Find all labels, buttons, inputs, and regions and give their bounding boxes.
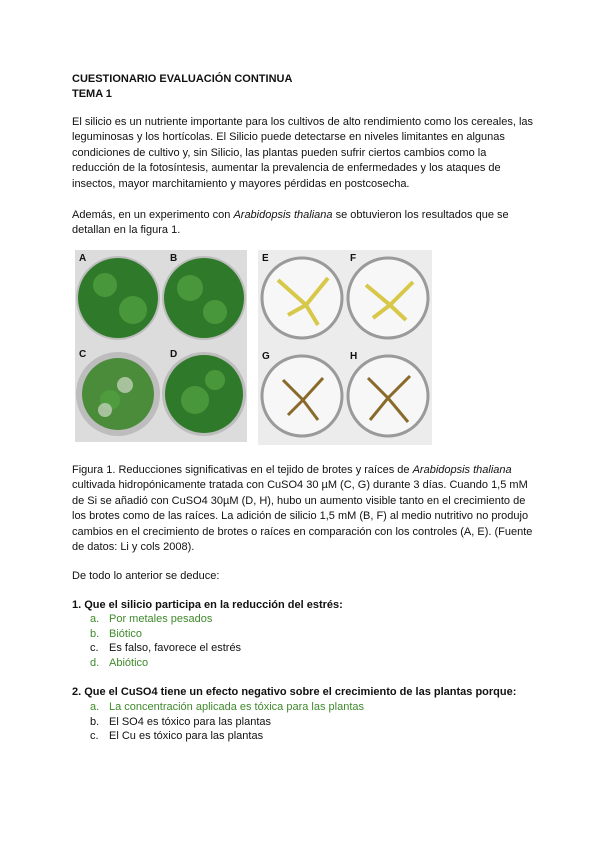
question-1-option-a: [90, 612, 212, 627]
question-2-title: 2. Que el CuSO4 tiene un efecto negativo sobre el crecimiento de las plantas porque:: [72, 686, 517, 698]
panel-label-h: H: [350, 351, 358, 362]
roots-photo: [258, 250, 432, 445]
option-letter: c.: [90, 642, 99, 654]
question-1-option-d: [90, 656, 148, 671]
option-text: El SO4 es tóxico para las plantas: [109, 716, 272, 728]
option-text: Por metales pesados: [109, 613, 213, 625]
option-text: El Cu es tóxico para las plantas: [109, 730, 264, 742]
deduce-text: De todo lo anterior se deduce:: [72, 570, 220, 582]
question-2-option-a: [90, 700, 364, 715]
option-text: Es falso, favorece el estrés: [109, 642, 242, 654]
option-text: Biótico: [109, 628, 143, 640]
question-1-option-b: [90, 627, 142, 642]
option-letter: b.: [90, 716, 100, 728]
option-text: La concentración aplicada es tóxica para las plantas: [109, 701, 364, 713]
shoots-photo: [75, 250, 247, 442]
intro-paragraph: El silicio es un nutriente importante para los cultivos de alto rendimiento como los cereales, las leguminosas y los hortícolas. El Silicio puede detectarse en niveles limitantes en algunas condiciones de cultivo y, sin Silicio, las plantas pueden sufrir ciertos cambios como la reducción de la fotosíntesis, aumentar la prevalencia de enfermedades y los ataques de insectos, mayor marchitamiento y mayores pérdidas en postcosecha.: [72, 116, 534, 190]
panel-label-b: B: [170, 253, 178, 264]
panel-label-e: E: [262, 253, 269, 264]
question-2-option-b: [90, 715, 271, 730]
panel-label-a: A: [79, 253, 87, 264]
panel-label-c: C: [79, 349, 87, 360]
option-letter: b.: [90, 628, 100, 640]
question-1-title: 1. Que el silicio participa en la reducción del estrés:: [72, 599, 343, 611]
question-1-option-c: [90, 641, 241, 656]
figure-image-shoots: [75, 250, 247, 442]
figure-image-roots: [258, 250, 432, 445]
caption-text: Figura 1. Reducciones significativas en el tejido de brotes y raíces de: [72, 464, 413, 476]
caption-text-end: cultivada hidropónicamente tratada con CuSO4 30 µM (C, G) durante 3 días. Cuando 1,5 mM de Si se añadió con CuSO4 30µM (D, H), hubo un aumento visible tanto en el crecimiento de los brotes como de las raíces. La adición de silicio 1,5 mM (B, F) al medio nutritivo no produjo cambios en el crecimiento de brotes o raíces en comparación con los controles (A, E). (Fuente de datos: Li y cols 2008).: [72, 479, 533, 554]
experiment-text: Además, en un experimento con: [72, 209, 234, 221]
species-name: Arabidopsis thaliana: [233, 209, 333, 221]
panel-label-d: D: [170, 349, 178, 360]
caption-species: Arabidopsis thaliana: [412, 464, 512, 476]
option-letter: d.: [90, 657, 100, 669]
figure-caption: [72, 463, 537, 555]
option-text: Abiótico: [109, 657, 149, 669]
experiment-text-end: se obtuvieron los resultados que se detallan en la figura 1.: [72, 209, 509, 237]
document-subtitle: TEMA 1: [72, 88, 112, 100]
option-letter: a.: [90, 613, 100, 625]
option-letter: a.: [90, 701, 100, 713]
panel-label-g: G: [262, 351, 270, 362]
question-2-option-c: [90, 729, 263, 744]
panel-label-f: F: [350, 253, 357, 264]
document-title: CUESTIONARIO EVALUACIÓN CONTINUA: [72, 73, 293, 85]
experiment-paragraph: [72, 208, 537, 239]
option-letter: c.: [90, 730, 99, 742]
